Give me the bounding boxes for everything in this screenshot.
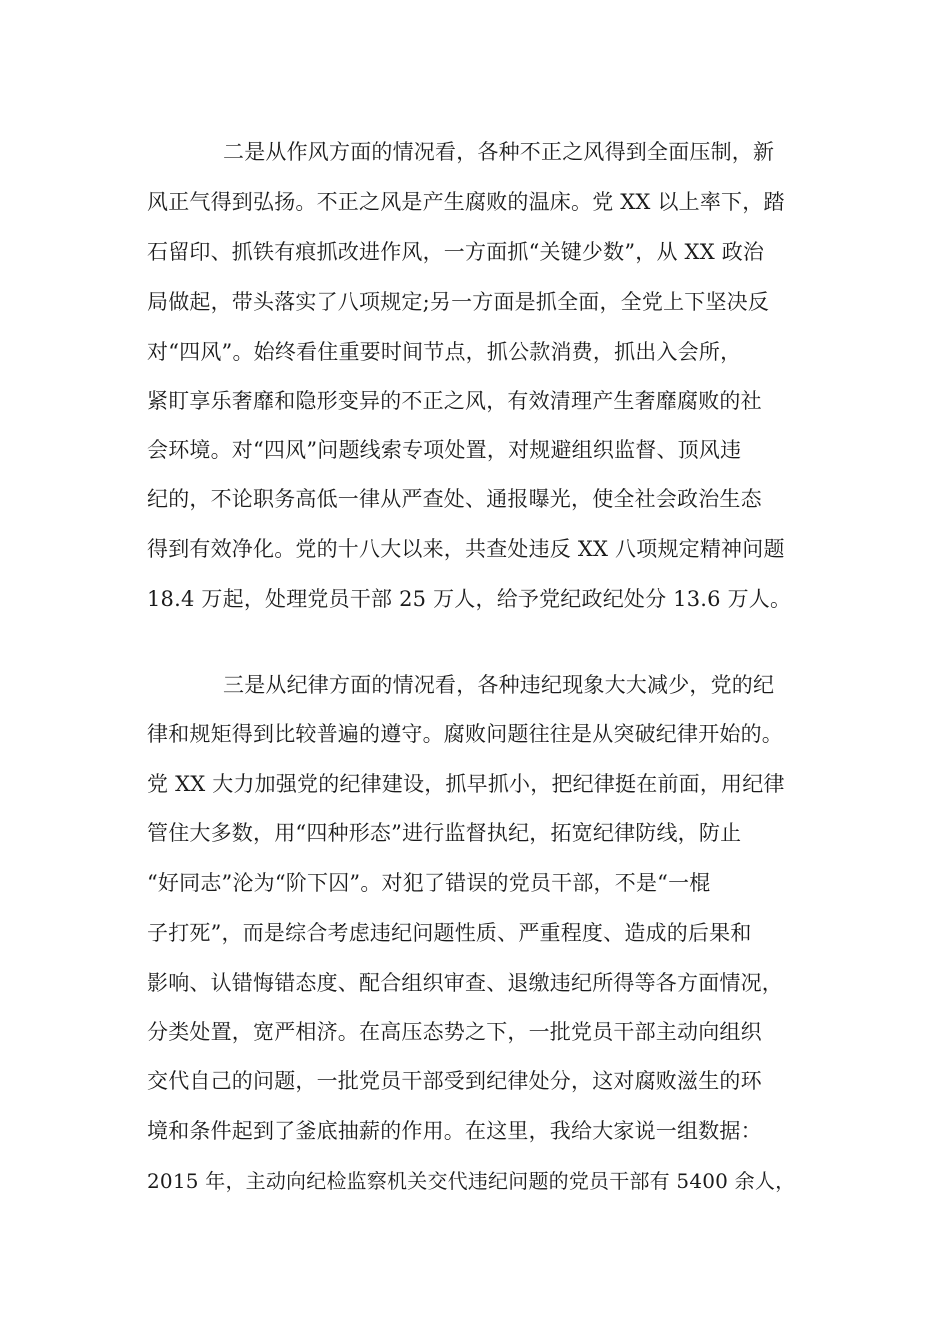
paragraph-2-line-8: 分类处置，宽严相济。在高压态势之下，一批党员干部主动向组织 [147, 1020, 762, 1044]
paragraph-2-line-9: 交代自己的问题，一批党员干部受到纪律处分，这对腐败滋生的环 [147, 1069, 762, 1093]
paragraph-1-line-3: 石留印、抓铁有痕抓改进作风，一方面抓“关键少数”，从 XX 政治 [147, 240, 765, 264]
paragraph-2-line-10: 境和条件起到了釜底抽薪的作用。在这里，我给大家说一组数据： [147, 1119, 762, 1143]
paragraph-1-line-2: 风正气得到弘扬。不正之风是产生腐败的温床。党 XX 以上率下，踏 [147, 190, 785, 214]
paragraph-1-line-10: 18.4 万起，处理党员干部 25 万人，给予党纪政纪处分 13.6 万人。 [147, 587, 792, 611]
paragraph-2-line-2: 律和规矩得到比较普遍的遵守。腐败问题往往是从突破纪律开始的。 [147, 722, 783, 746]
paragraph-2-line-11: 2015 年，主动向纪检监察机关交代违纪问题的党员干部有 5400 余人， [147, 1169, 796, 1193]
paragraph-1-line-8: 纪的，不论职务高低一律从严查处、通报曝光，使全社会政治生态 [147, 487, 762, 511]
paragraph-2-line-3: 党 XX 大力加强党的纪律建设，抓早抓小，把纪律挺在前面，用纪律 [147, 772, 785, 796]
paragraph-1-line-1: 二是从作风方面的情况看，各种不正之风得到全面压制，新 [223, 140, 775, 164]
paragraph-2-line-4: 管住大多数，用“四种形态”进行监督执纪，拓宽纪律防线，防止 [147, 821, 742, 845]
paragraph-2-line-1: 三是从纪律方面的情况看，各种违纪现象大大减少，党的纪 [223, 673, 775, 697]
paragraph-1-line-9: 得到有效净化。党的十八大以来，共查处违反 XX 八项规定精神问题 [147, 537, 785, 561]
paragraph-1-line-4: 局做起，带头落实了八项规定;另一方面是抓全面，全党上下坚决反 [147, 290, 770, 314]
paragraph-1-line-6: 紧盯享乐奢靡和隐形变异的不正之风，有效清理产生奢靡腐败的社 [147, 389, 762, 413]
paragraph-2-line-6: 子打死”，而是综合考虑违纪问题性质、严重程度、造成的后果和 [147, 921, 752, 945]
paragraph-2-line-7: 影响、认错悔错态度、配合组织审查、退缴违纪所得等各方面情况， [147, 971, 783, 995]
paragraph-1-line-5: 对“四风”。始终看住重要时间节点，抓公款消费，抓出入会所， [147, 340, 742, 364]
paragraph-1-line-7: 会环境。对“四风”问题线索专项处置，对规避组织监督、顶风违 [147, 438, 742, 462]
paragraph-2-line-5: “好同志”沦为“阶下囚”。对犯了错误的党员干部，不是“一棍 [147, 871, 711, 895]
